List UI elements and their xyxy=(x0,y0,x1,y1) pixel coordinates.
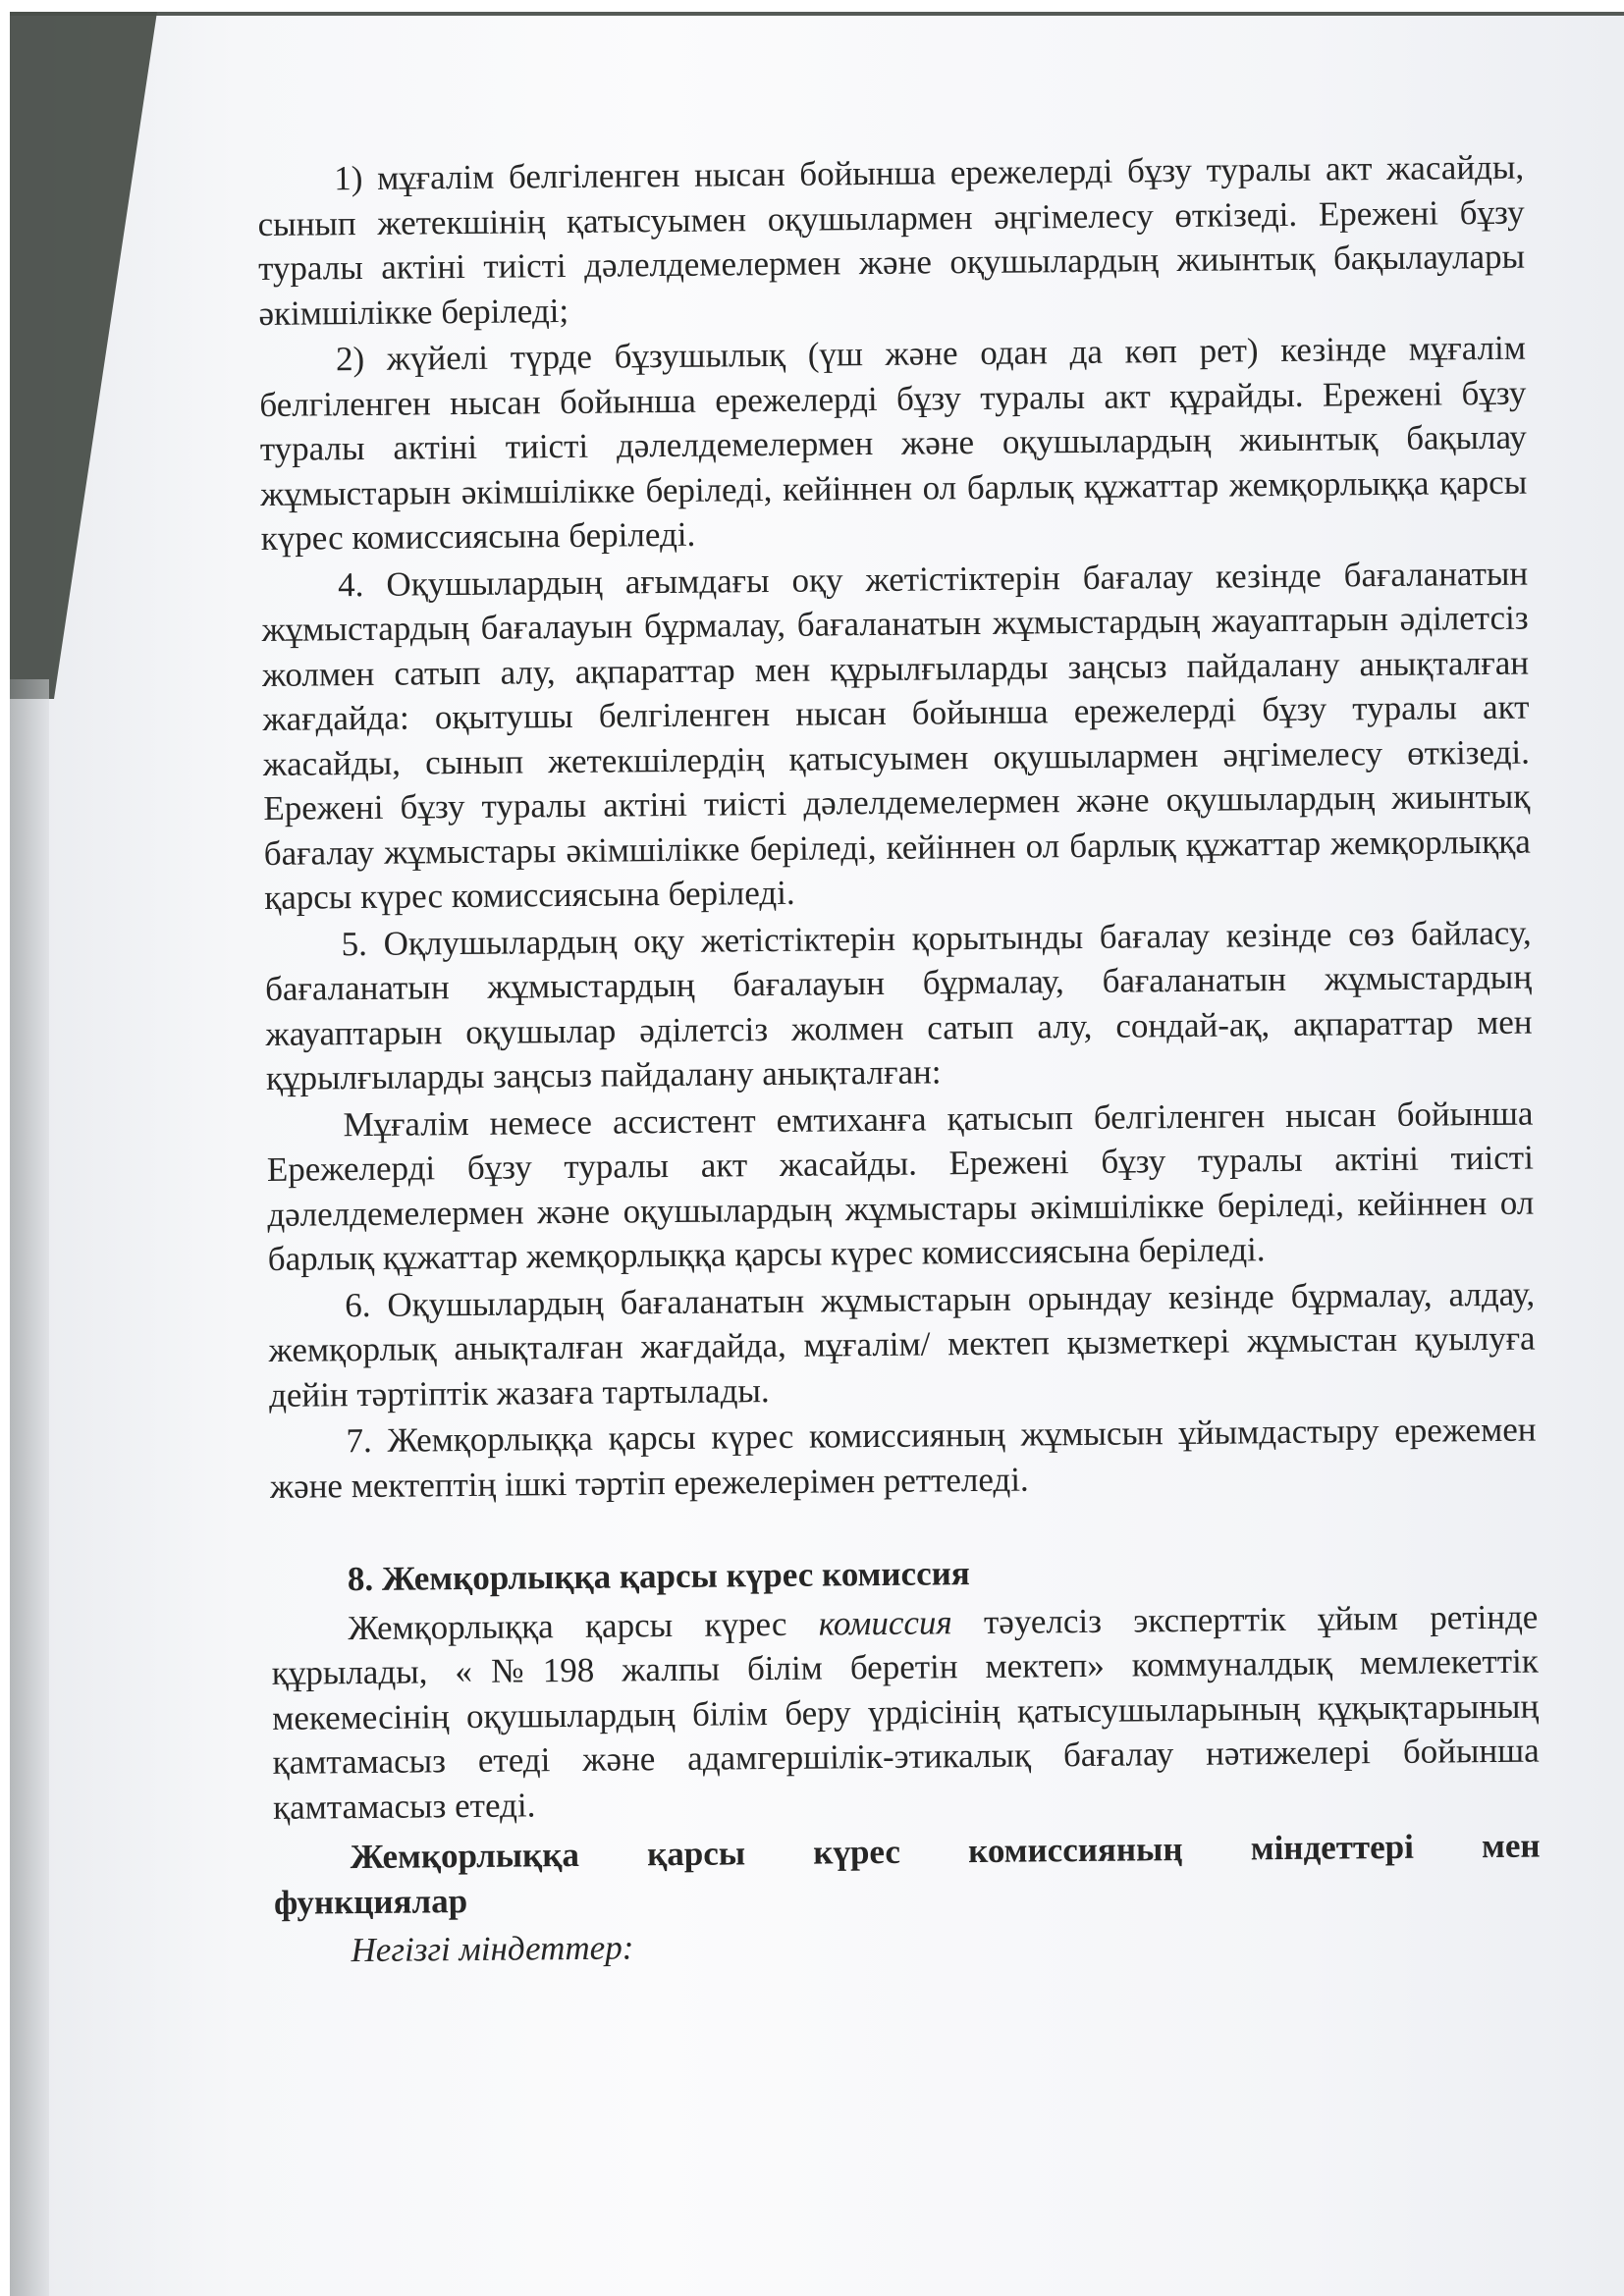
section-8-intro xyxy=(271,1594,1540,1830)
paragraph-clause-6: 6. Оқушылардың бағаланатын жұмыстарын орындау кезінде бұрмалау, алдау, жемқорлық анықталған жағдайда, мұғалім/ мектеп қызметкері жұмыстан қуылуға дейін тәртіптік жазаға тартылады. xyxy=(268,1274,1536,1415)
paragraph-clause-7: 7. Жемқорлыққа қарсы күрес комиссияның жұмысын ұйымдастыру ережемен және мектептің ішкі тәртіп ережелерімен реттеледі. xyxy=(269,1410,1537,1506)
section-8-heading: 8. Жемқорлыққа қарсы күрес комиссия xyxy=(347,1554,970,1599)
intro-text-end: тәуелсіз эксперттік ұйым ретінде құрылады, «№198 жалпы білім беретін мектеп» коммуналдық мемлекеттік мекемесінің оқушылардың білім беру үрдісінің қатысушыларының құқықтарының қамтамасыз етеді және адамгершілік-этикалық бағалау нәтижелері бойынша қамтамасыз етеді. xyxy=(271,1597,1540,1827)
paragraph-clause-5-action: Мұғалім немесе ассистент емтиханға қатысып белгіленген нысан бойынша Ережелерді бұзу туралы акт жасайды. Ережені бұзу туралы актіні тиісті дәлелдемелермен және оқушылардың жұмыстары әкімшілікке беріледі, кейіннен ол барлық құжаттар жемқорлыққа қарсы күрес комиссиясына беріледі. xyxy=(266,1094,1535,1278)
document-body xyxy=(257,145,1542,1976)
paragraph-clause-5: 5. Оқлушылардың оқу жетістіктерін қорытынды бағалау кезінде сөз байласу, бағаланатын жұмыстардың бағалауын бұрмалау, бағаланатын жұмыстардың жауаптарын оқушылар әділетсіз жолмен сатып алу, сондай-ақ, ақпараттар мен құрылғыларды заңсыз пайдалану анықталған: xyxy=(264,913,1533,1097)
scan-top-edge xyxy=(10,12,1624,16)
intro-italic-term: комиссия xyxy=(818,1602,952,1643)
main-tasks-label: Негізгі міндеттер: xyxy=(351,1928,634,1970)
section-8-subheading: Жемқорлыққа қарсы күрес комиссияның міндеттері мен функциялар xyxy=(273,1826,1541,1922)
scan-shadow-corner xyxy=(10,12,157,699)
paragraph-clause-4: 4. Оқушылардың ағымдағы оқу жетістіктерін бағалау кезінде бағаланатын жұмыстардың бағалауын бұрмалау, бағаланатын жұмыстардың жауаптарын әділетсіз жолмен сатып алу, ақпараттар мен құрылғыларды заңсыз пайдалану анықталған жағдайда: оқытушы белгіленген нысан бойынша ережелерді бұзу туралы акт жасайды, сынып жетекшілердің қатысуымен оқушылармен әңгімелесу өткізеді. Ережені бұзу туралы актіні тиісті дәлелдемелермен және оқушылардың жиынтық бағалау жұмыстары әкімшілікке беріледі, кейіннен ол барлық құжаттар жемқорлыққа қарсы күрес комиссиясына беріледі. xyxy=(261,554,1531,917)
paragraph-item-1: 1) мұғалім белгіленген нысан бойынша ережелерді бұзу туралы акт жасайды, сынып жетекшінің қатысуымен оқушылармен әңгімелесу өткізеді. Ережені бұзу туралы актіні тиісті дәлелдемелермен және оқушылардың жиынтық бақылаулары әкімшілікке беріледі; xyxy=(257,147,1526,333)
paragraph-item-2: 2) жүйелі түрде бұзушылық (үш және одан да көп рет) кезінде мұғалім белгіленген нысан бойынша ережелерді бұзу туралы акт құрайды. Ережені бұзу туралы актіні тиісті дәлелдемелермен және оқушылардың жиынтық бақылау жұмыстарын әкімшілікке беріледі, кейіннен ол барлық құжаттар жемқорлыққа қарсы күрес комиссиясына беріледі. xyxy=(259,328,1528,558)
intro-text-start: Жемқорлыққа қарсы күрес xyxy=(348,1604,819,1647)
scan-shadow-edge xyxy=(10,679,49,2296)
